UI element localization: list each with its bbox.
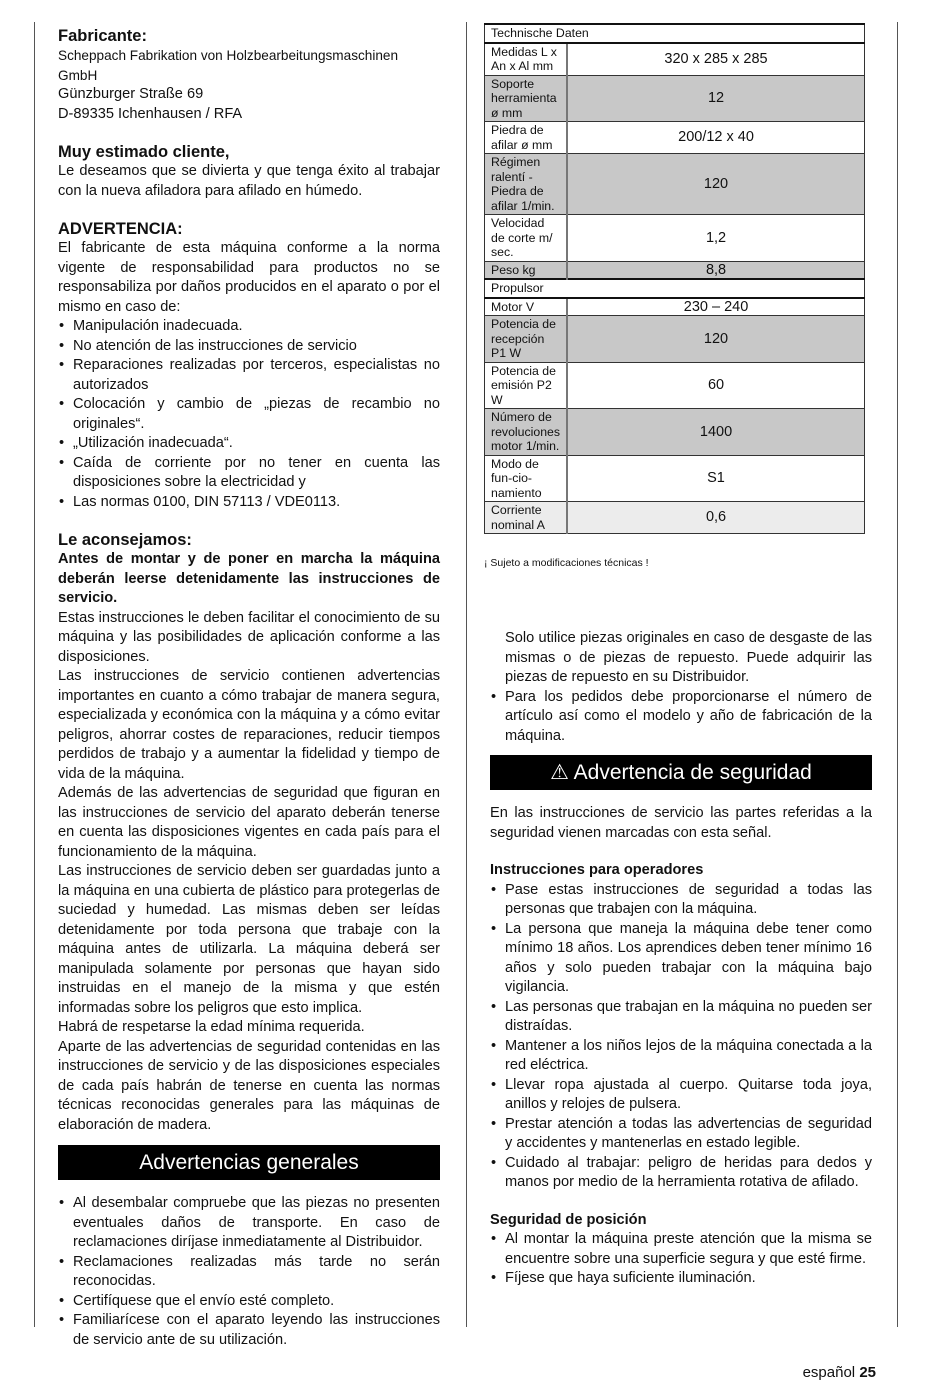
list-item: • Colocación y cambio de „piezas de recambio no originales“. [58, 395, 440, 434]
spec-value: 230 – 240 [567, 298, 864, 316]
spec-label: Número de revoluciones motor 1/min. [485, 409, 568, 456]
list-item: • Prestar atención a todas las advertencias de seguridad y accidentes y mantenerlas en estado legible. [490, 1115, 872, 1154]
technical-note: ¡ Sujeto a modificaciones técnicas ! [484, 557, 649, 569]
advertencia-heading: ADVERTENCIA: [58, 220, 183, 238]
table-row [485, 316, 865, 363]
advertencia-text: El fabricante de esta máquina conforme a la norma vigente de responsabilidad para productos no se responsabiliza por daños producidos en el aparato o por el mismo en caso de: [58, 240, 440, 315]
table-row [485, 261, 865, 279]
spec-label: Modo de fun-cio-namiento [485, 455, 568, 502]
spec-value: 1,2 [567, 215, 864, 262]
list-item: • Llevar ropa ajustada al cuerpo. Quitarse toda joya, anillos y relojes de pulsera. [490, 1076, 872, 1115]
column-rule [466, 22, 467, 1327]
fabricante-line: Günzburger Straße 69 [58, 86, 204, 102]
footer-language: español [802, 1364, 856, 1381]
table-row [485, 154, 865, 215]
generales-list [58, 1194, 440, 1350]
list-item: • Familiarícese con el aparato leyendo las instrucciones de servicio ante de su utilización. [58, 1311, 440, 1350]
left-column [58, 26, 440, 1350]
operadores-heading: Instrucciones para operadores [490, 862, 704, 878]
table-row [485, 122, 865, 154]
spec-value: 0,6 [567, 502, 864, 534]
list-item: • Cuidado al trabajar: peligro de heridas para dedos y manos por medio de la herramienta rotativa de afilado. [490, 1154, 872, 1193]
list-item: • Caída de corriente por no tener en cuenta las disposiciones sobre la electricidad y [58, 454, 440, 493]
spec-label: Velocidad de corte m/ sec. [485, 215, 568, 262]
advertencia-list [58, 317, 440, 512]
spec-label: Medidas L x An x Al mm [485, 43, 568, 76]
paragraph: Las instrucciones de servicio deben ser guardadas junto a la máquina en una cubierta de plástico para protegerlas de suciedad y humedad. Las mismas deben ser leídas detenidamente por toda persona que trabaje con la máquina antes de utilizarla. La máquina deberá ser manipulada solamente por personas que hayan sido instruidas en el manejo de la misma y que estén informadas sobre los peligros que esto implica. [58, 863, 440, 1016]
list-item: • Reclamaciones realizadas más tarde no serán reconocidas. [58, 1253, 440, 1292]
spec-label: Régimen ralentí - Piedra de afilar 1/min. [485, 154, 568, 215]
spec-label: Peso kg [485, 261, 568, 279]
list-item: • Mantener a los niños lejos de la máquina conectada a la red eléctrica. [490, 1037, 872, 1076]
list-item: • „Utilización inadecuada“. [58, 434, 440, 454]
continued-text: Solo utilice piezas originales en caso de desgaste de las mismas o de piezas de repuesto. Puede adquirir las piezas de repuesto en su Distribuidor. [505, 630, 872, 685]
warning-triangle-icon: ⚠ [550, 761, 574, 784]
spec-table-block [484, 23, 874, 574]
page-footer [803, 1363, 876, 1383]
right-column [490, 629, 872, 1289]
cliente-text: Le deseamos que se divierta y que tenga éxito al trabajar con la nueva afiladora para afilado en húmedo. [58, 163, 440, 199]
fabricante-line: D-89335 Ichenhausen / RFA [58, 105, 243, 122]
list-item: • Al desembalar compruebe que las piezas no presenten eventuales daños de transporte. En caso de reclamaciones diríjase inmediatamente al Distribuidor. [58, 1194, 440, 1253]
aconsejamos-bold: Antes de montar y de poner en marcha la máquina deberán leerse detenidamente las instrucciones de servicio. [58, 551, 440, 606]
list-item: • Para los pedidos debe proporcionarse el número de artículo así como el modelo y año de fabricación de la máquina. [490, 688, 872, 747]
seguridad-title: Advertencia de seguridad [573, 761, 812, 784]
posicion-heading: Seguridad de posición [490, 1211, 647, 1228]
paragraph: Habrá de respetarse la edad mínima requerida. [58, 1019, 365, 1035]
list-item: • Las personas que trabajan en la máquina no pueden ser distraídas. [490, 998, 872, 1037]
spec-value: 8,8 [567, 261, 864, 279]
list-item: • No atención de las instrucciones de servicio [58, 337, 440, 357]
spec-value: 60 [567, 362, 864, 409]
page-number: 25 [859, 1364, 876, 1381]
fabricante-line: Scheppach Fabrikation von Holzbearbeitungsmaschinen GmbH [58, 48, 399, 83]
list-item: • Manipulación inadecuada. [58, 317, 440, 337]
table-row [485, 502, 865, 534]
paragraph: Estas instrucciones le deben facilitar el conocimiento de su máquina y las posibilidades de aplicación conforme a las disposiciones. [58, 609, 440, 665]
spec-value: 12 [567, 75, 864, 122]
spec-value: 120 [567, 154, 864, 215]
spec-label: Piedra de afilar ø mm [485, 122, 568, 154]
list-item: • Reparaciones realizadas por terceros, especialistas no autorizados [58, 356, 440, 395]
spec-value: 200/12 x 40 [567, 122, 864, 154]
table-row [485, 215, 865, 262]
table-section-header: Propulsor [485, 279, 865, 298]
table-row [485, 362, 865, 409]
cliente-heading: Muy estimado cliente, [58, 143, 230, 161]
spec-label: Soporte herramienta ø mm [485, 75, 568, 122]
paragraph: Aparte de las advertencias de seguridad contenidas en las instrucciones de servicio y de las disposiciones especiales de cada país habrán de tenerse en cuenta las normas técnicas reconocidas generales para las máquinas de elaboración de madera. [58, 1038, 440, 1133]
aconsejamos-heading: Le aconsejamos: [58, 531, 192, 549]
spec-value: 1400 [567, 409, 864, 456]
table-row [485, 43, 865, 76]
seguridad-heading [490, 755, 872, 790]
list-item: • Las normas 0100, DIN 57113 / VDE0113. [58, 493, 440, 513]
list-item: • Certifíquese que el envío esté completo. [58, 1292, 440, 1312]
paragraph: Además de las advertencias de seguridad que figuran en las instrucciones de servicio del aparato deberán tenerse en cuenta las disposiciones vigentes en cada país para el funcionamiento de la máquina. [58, 785, 440, 860]
spec-value: S1 [567, 455, 864, 502]
table-row [485, 455, 865, 502]
generales-heading: Advertencias generales [58, 1145, 440, 1180]
fabricante-heading: Fabricante: [58, 27, 147, 45]
table-row [485, 75, 865, 122]
column-rule [897, 22, 898, 1327]
paragraph: Las instrucciones de servicio contienen advertencias importantes en cuanto a cómo trabajar de manera segura, especializada y económica con la máquina y a cómo evitar peligros, ahorrar costes de reparaciones, reducir tiempos perdidos de trabajo y a aumentar la fidelidad y tiempo de vida de la máquina. [58, 668, 440, 782]
seguridad-text: En las instrucciones de servicio las partes referidas a la seguridad vienen marcadas con esta señal. [490, 805, 872, 841]
list-item: • Fíjese que haya suficiente iluminación. [490, 1269, 872, 1289]
spec-label: Motor V [485, 298, 568, 316]
spec-label: Potencia de emisión P2 W [485, 362, 568, 409]
table-row [485, 298, 865, 316]
table-row [485, 409, 865, 456]
table-section-header: Technische Daten [485, 24, 865, 43]
column-rule [34, 22, 35, 1327]
list-item: • La persona que maneja la máquina debe tener como mínimo 18 años. Los aprendices deben tener mínimo 16 años y solo pueden trabajar con la máquina bajo vigilancia. [490, 920, 872, 998]
spec-value: 120 [567, 316, 864, 363]
list-item: • Al montar la máquina preste atención que la misma se encuentre sobre una superficie segura y que esté firme. [490, 1230, 872, 1269]
spec-label: Corriente nominal A [485, 502, 568, 534]
spec-table [484, 23, 865, 534]
spec-value: 320 x 285 x 285 [567, 43, 864, 76]
list-item: • Pase estas instrucciones de seguridad a todas las personas que trabajen con la máquina. [490, 881, 872, 920]
spec-label: Potencia de recepción P1 W [485, 316, 568, 363]
